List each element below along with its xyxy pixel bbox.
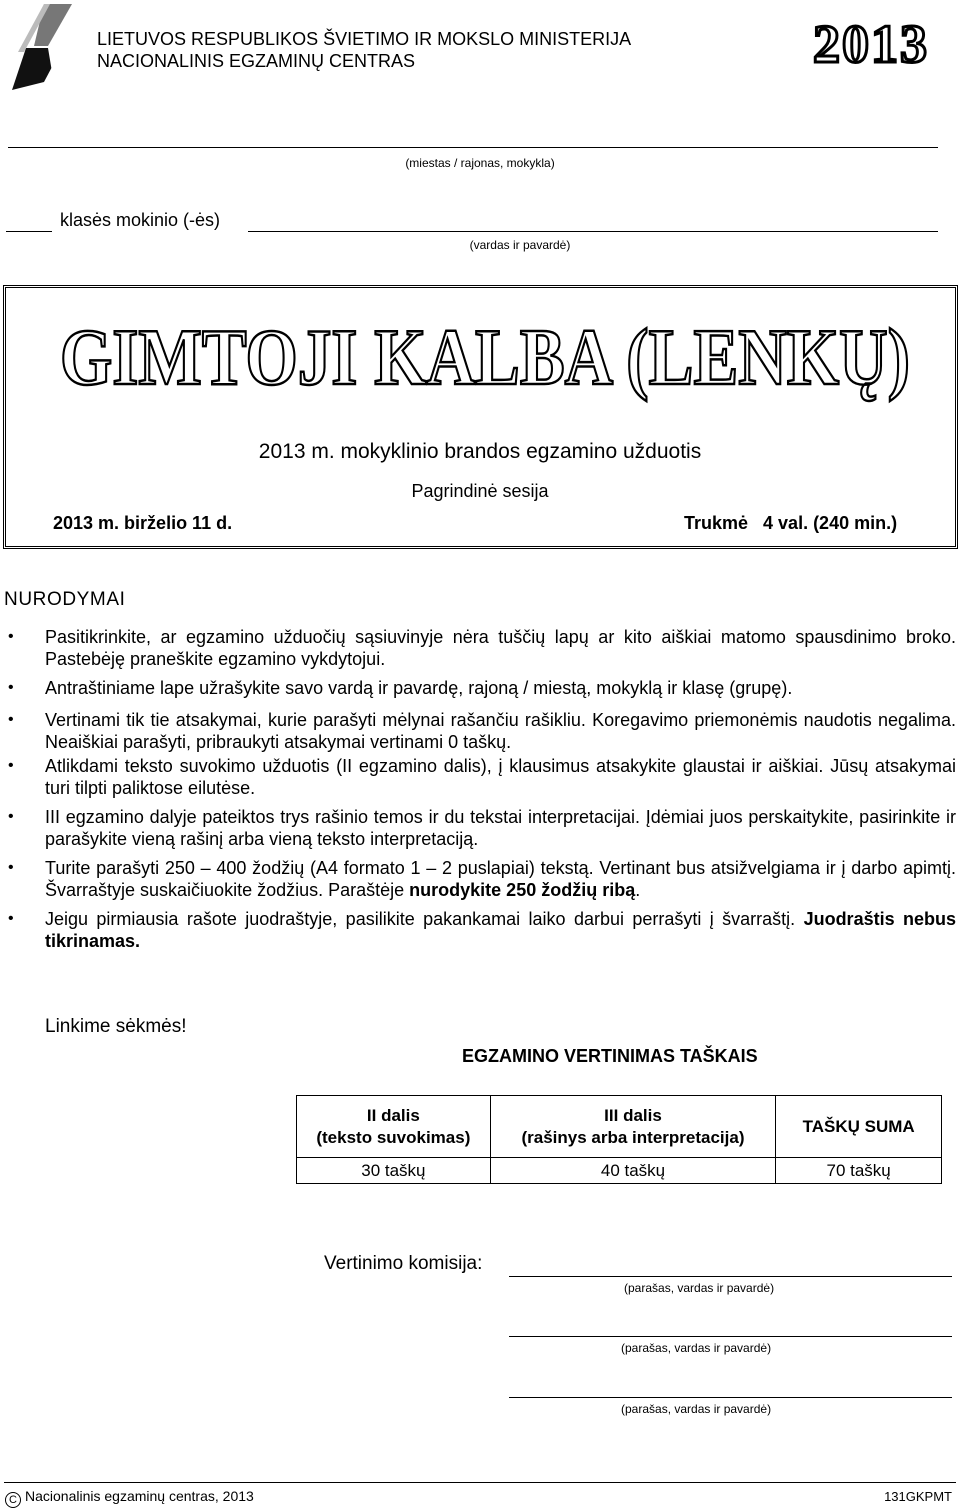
instruction-text: III egzamino dalyje pateiktos trys rašinio temos ir du tekstai interpretacijai. Įdėmiai juos perskaitykite, pasirinkite ir parašykite vieną rašinį arba vieną teksto interpretaciją. [45,807,956,849]
instruction-item [8,806,956,850]
instructions-heading: NURODYMAI [4,589,126,610]
instruction-end: . [635,880,641,900]
instruction-text: Antraštiniame lape užrašykite savo vardą ir pavardę, rajoną / miestą, mokyklą ir klasę (grupę). [45,678,793,698]
ministry-line-1: LIETUVOS RESPUBLIKOS ŠVIETIMO IR MOKSLO MINISTERIJA [97,29,632,49]
footer-divider [4,1482,956,1483]
instruction-text: Vertinami tik tie atsakymai, kurie parašyti mėlynai rašančiu rašikliu. Koregavimo priemonėmis naudotis negalima. Neaiškiai parašyti, pribraukyti atsakymai vertinami 0 taškų. [45,710,956,752]
instruction-item [8,677,956,699]
instructions-list [8,626,956,959]
nec-logo-icon [4,2,76,92]
ministry-header [97,28,631,72]
signature-caption: (parašas, vardas ir pavardė) [621,1341,772,1355]
session-label: Pagrindinė sesija [411,481,549,501]
exam-title [55,300,915,410]
school-caption: (miestas / rajonas, mokykla) [405,156,555,170]
header-line: II dalis [366,1105,420,1125]
instruction-text: Jeigu pirmiausia rašote juodraštyje, pasilikite pakankamai laiko darbui perrašyti į švarraštį. [45,909,804,929]
header-line: (rašinys arba interpretacija) [521,1127,745,1147]
bullet-icon: • [8,711,14,728]
year-badge [796,16,946,72]
instruction-item [8,626,956,670]
header-line: (teksto suvokimas) [316,1127,471,1147]
bullet-icon: • [8,679,14,696]
scoring-title: EGZAMINO VERTINIMAS TAŠKAIS [462,1046,758,1066]
ministry-line-2: NACIONALINIS EGZAMINŲ CENTRAS [97,51,416,71]
scoring-table [296,1095,942,1184]
exam-title-text: GIMTOJI KALBA (LENKŲ) [60,314,910,402]
task-title: 2013 m. mokyklinio brandos egzamino užduotis [258,440,702,463]
exam-date: 2013 m. birželio 11 d. [53,513,233,533]
school-line[interactable] [8,147,938,148]
instruction-item [8,857,956,901]
bullet-icon: • [8,910,14,927]
instruction-item [8,709,956,753]
copyright-icon: C [5,1492,21,1508]
class-number-line[interactable] [6,231,52,232]
scoring-value-cell: 70 taškų [776,1158,942,1184]
class-label: klasės mokinio (-ės) [60,210,221,230]
signature-line[interactable] [509,1397,952,1398]
signature-line[interactable] [509,1336,952,1337]
instruction-emphasis: Juodraštis nebus tikrinamas. [45,909,956,951]
document-code: 131GKPMT [884,1489,952,1504]
scoring-header-cell: TAŠKŲ SUMA [776,1096,942,1158]
copyright-text: Nacionalinis egzaminų centras, 2013 [25,1488,254,1504]
name-caption: (vardas ir pavardė) [469,238,571,252]
scoring-header-row [297,1096,942,1158]
year-text: 2013 [813,16,929,72]
instruction-text: Pasitikrinkite, ar egzamino užduočių sąsiuvinyje nėra tuščių lapų ar kito aiškiai matomo spausdinimo broko. Pastebėję praneškite egzamino vykdytojui. [45,627,956,669]
signature-line[interactable] [509,1276,952,1277]
scoring-header-cell [297,1096,491,1158]
bullet-icon: • [8,859,14,876]
scoring-values-row [297,1158,942,1184]
exam-duration: Trukmė 4 val. (240 min.) [684,513,898,533]
scoring-header-cell [490,1096,776,1158]
bullet-icon: • [8,628,14,645]
bullet-icon: • [8,757,14,774]
signature-caption: (parašas, vardas ir pavardė) [621,1402,772,1416]
bullet-icon: • [8,808,14,825]
footer-copyright [5,1488,254,1508]
instruction-text: Turite parašyti 250 – 400 žodžių (A4 formato 1 – 2 puslapiai) tekstą. Vertinant bus atsižvelgiama ir į darbo apimtį. Švarraštyje suskaičiuokite žodžius. Paraštėje [45,858,956,900]
instruction-text: Atlikdami teksto suvokimo užduotis (II egzamino dalis), į klausimus atsakykite glaustai ir aiškiai. Jūsų atsakymai turi tilpti paliktose eilutėse. [45,756,956,798]
instruction-item [8,755,956,799]
header-line: III dalis [604,1105,662,1125]
student-name-line[interactable] [248,231,938,232]
instruction-emphasis: nurodykite 250 žodžių ribą [409,880,636,900]
commission-label: Vertinimo komisija: [324,1253,483,1274]
scoring-value-cell: 40 taškų [490,1158,776,1184]
scoring-value-cell: 30 taškų [297,1158,491,1184]
closing-wish: Linkime sėkmės! [45,1016,187,1037]
signature-caption: (parašas, vardas ir pavardė) [624,1281,775,1295]
instruction-item [8,908,956,952]
